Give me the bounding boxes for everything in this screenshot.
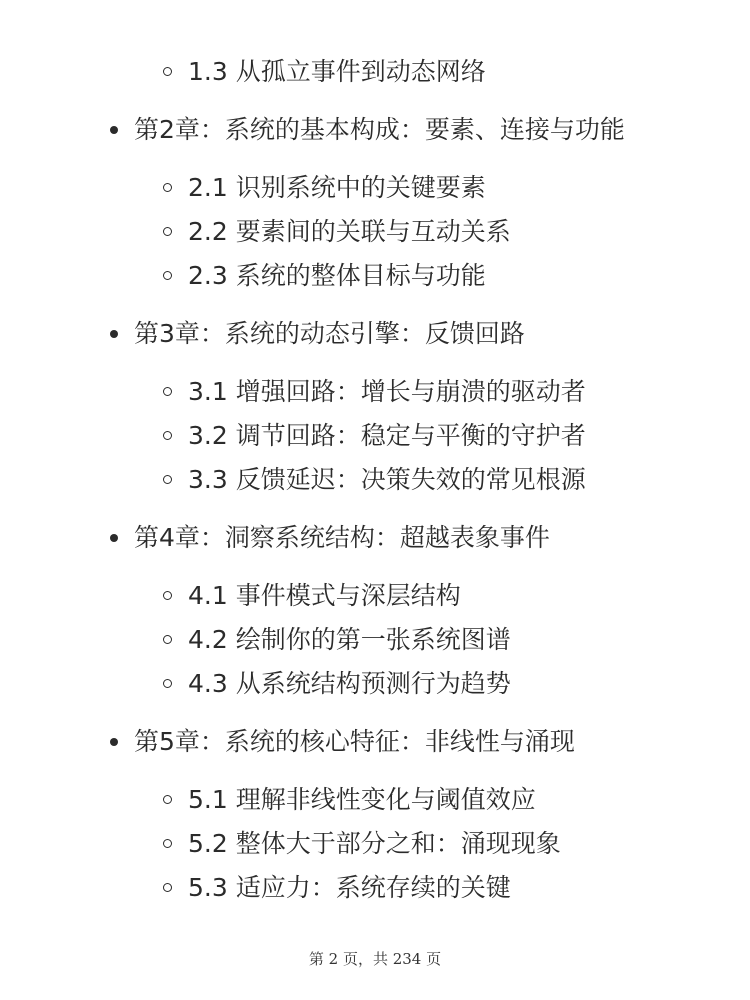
toc-subsection-item xyxy=(0,662,750,706)
toc-subsection-item xyxy=(0,866,750,910)
toc-chapter-5 xyxy=(0,720,750,910)
toc-subsection-label: 2.2 要素间的关联与互动关系 xyxy=(188,217,511,246)
toc-subsection-label: 5.1 理解非线性变化与阈值效应 xyxy=(188,785,536,814)
toc-subsection-item xyxy=(0,254,750,298)
toc-subsection-label: 3.2 调节回路：稳定与平衡的守护者 xyxy=(188,421,586,450)
toc-subsection-item xyxy=(0,458,750,502)
filled-disc-bullet-icon xyxy=(110,534,118,542)
toc-subsection-item xyxy=(0,210,750,254)
toc-chapter-4 xyxy=(0,516,750,706)
filled-disc-bullet-icon xyxy=(110,126,118,134)
toc-chapter-item xyxy=(0,108,750,152)
toc-chapter-title: 第2章：系统的基本构成：要素、连接与功能 xyxy=(134,115,625,144)
hollow-circle-bullet-icon xyxy=(163,227,172,236)
toc-chapter-title: 第4章：洞察系统结构：超越表象事件 xyxy=(134,523,550,552)
toc-subsection-item xyxy=(0,618,750,662)
toc-subsection-item xyxy=(0,778,750,822)
toc-subsection-label: 4.3 从系统结构预测行为趋势 xyxy=(188,669,511,698)
toc-chapter-3 xyxy=(0,312,750,502)
toc-lead-section xyxy=(0,50,750,94)
toc-chapter-item xyxy=(0,720,750,764)
hollow-circle-bullet-icon xyxy=(163,883,172,892)
toc-subsection-item xyxy=(0,414,750,458)
hollow-circle-bullet-icon xyxy=(163,839,172,848)
hollow-circle-bullet-icon xyxy=(163,67,172,76)
hollow-circle-bullet-icon xyxy=(163,183,172,192)
toc-chapter-2 xyxy=(0,108,750,298)
toc-subsection-item xyxy=(0,370,750,414)
toc-subsection-label: 5.3 适应力：系统存续的关键 xyxy=(188,873,511,902)
toc-subsection-label: 3.1 增强回路：增长与崩溃的驱动者 xyxy=(188,377,586,406)
hollow-circle-bullet-icon xyxy=(163,795,172,804)
toc-subsection-item xyxy=(0,822,750,866)
toc-chapter-title: 第5章：系统的核心特征：非线性与涌现 xyxy=(134,727,575,756)
toc-chapter-item xyxy=(0,312,750,356)
hollow-circle-bullet-icon xyxy=(163,679,172,688)
hollow-circle-bullet-icon xyxy=(163,271,172,280)
toc-chapter-item xyxy=(0,516,750,560)
toc-subsection-label: 4.1 事件模式与深层结构 xyxy=(188,581,461,610)
toc-subsection-item xyxy=(0,574,750,618)
hollow-circle-bullet-icon xyxy=(163,387,172,396)
filled-disc-bullet-icon xyxy=(110,738,118,746)
toc-chapter-title: 第3章：系统的动态引擎：反馈回路 xyxy=(134,319,525,348)
table-of-contents xyxy=(0,50,750,910)
toc-subsection-label: 2.3 系统的整体目标与功能 xyxy=(188,261,486,290)
hollow-circle-bullet-icon xyxy=(163,635,172,644)
hollow-circle-bullet-icon xyxy=(163,475,172,484)
toc-subsection-label: 5.2 整体大于部分之和：涌现现象 xyxy=(188,829,561,858)
toc-subsection-label: 3.3 反馈延迟：决策失效的常见根源 xyxy=(188,465,586,494)
toc-subsection-item xyxy=(0,166,750,210)
filled-disc-bullet-icon xyxy=(110,330,118,338)
toc-subsection-label: 1.3 从孤立事件到动态网络 xyxy=(188,57,486,86)
toc-subsection-label: 2.1 识别系统中的关键要素 xyxy=(188,173,486,202)
page-number-footer: 第 2 页，共 234 页 xyxy=(308,950,442,968)
hollow-circle-bullet-icon xyxy=(163,591,172,600)
hollow-circle-bullet-icon xyxy=(163,431,172,440)
toc-subsection-label: 4.2 绘制你的第一张系统图谱 xyxy=(188,625,511,654)
toc-subsection-item xyxy=(0,50,750,94)
